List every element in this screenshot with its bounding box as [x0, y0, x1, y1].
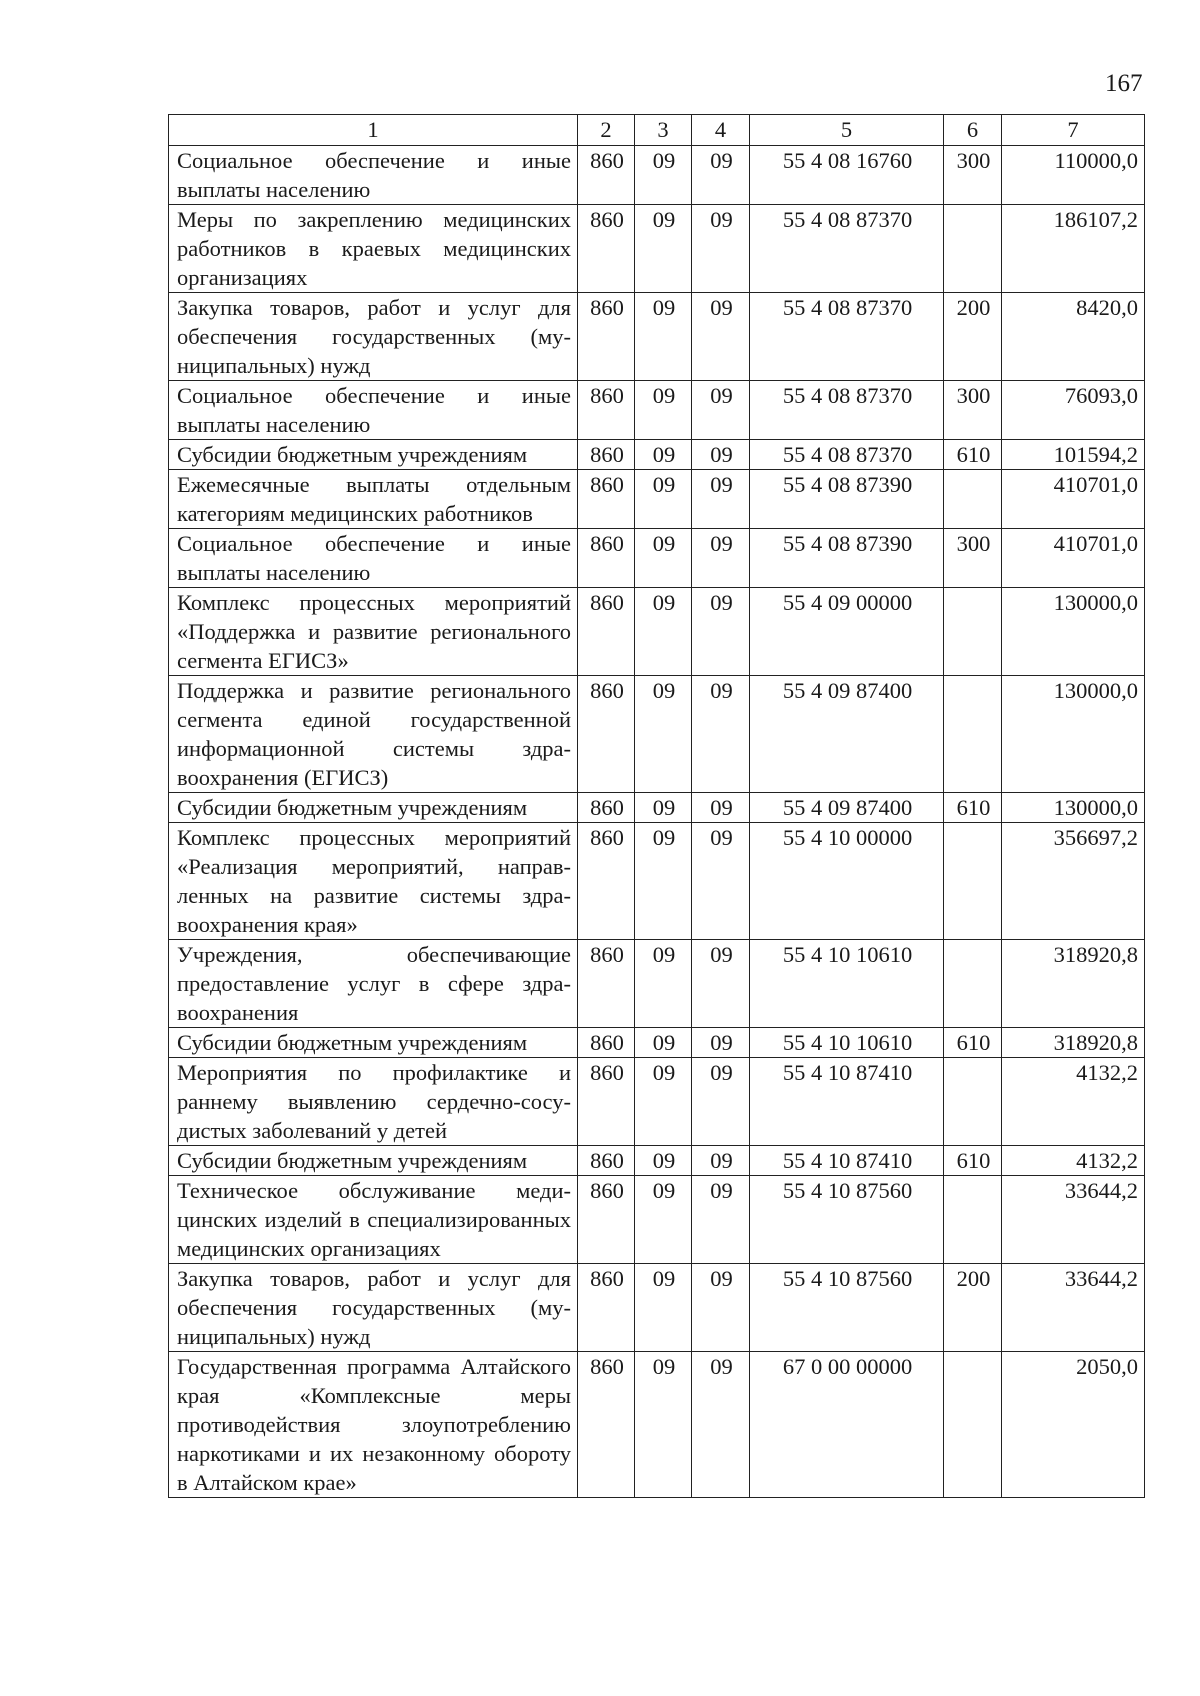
- amount-cell: 410701,0: [1002, 470, 1145, 529]
- row-name-cell: Субсидии бюджетным учреждениям: [169, 1028, 578, 1058]
- expense-type-cell: [944, 940, 1002, 1028]
- amount-cell: 186107,2: [1002, 205, 1145, 293]
- expense-type-cell: [944, 1176, 1002, 1264]
- subsection-cell: 09: [692, 1058, 750, 1146]
- target-article-cell: 55 4 08 16760: [750, 146, 944, 205]
- row-name-cell: Мероприятия по профилактике и раннему выявлению сердечно-сосудистых заболеваний у детей: [169, 1058, 578, 1146]
- table-row: [169, 793, 1145, 823]
- section-cell: 09: [635, 940, 692, 1028]
- row-name-cell: Государственная программа Алтайского края «Комплексные меры противодействия злоупотреблению наркотиками и их незаконному обороту в Алтайском крае»: [169, 1352, 578, 1498]
- amount-cell: 33644,2: [1002, 1264, 1145, 1352]
- target-article-cell: 55 4 08 87370: [750, 440, 944, 470]
- column-header: 6: [944, 115, 1002, 146]
- code-cell: 860: [578, 529, 635, 588]
- table-row: [169, 1352, 1145, 1498]
- expense-type-cell: [944, 470, 1002, 529]
- expense-type-cell: 300: [944, 529, 1002, 588]
- page-number: 167: [1105, 70, 1143, 97]
- code-cell: 860: [578, 793, 635, 823]
- expense-type-cell: 610: [944, 1146, 1002, 1176]
- row-name-cell: Техническое обслуживание медицинских изделий в специализированных медицинских организациях: [169, 1176, 578, 1264]
- section-cell: 09: [635, 1176, 692, 1264]
- amount-cell: 318920,8: [1002, 1028, 1145, 1058]
- section-cell: 09: [635, 205, 692, 293]
- section-cell: 09: [635, 146, 692, 205]
- table-row: [169, 1028, 1145, 1058]
- code-cell: 860: [578, 440, 635, 470]
- code-cell: 860: [578, 676, 635, 793]
- row-name-cell: Субсидии бюджетным учреждениям: [169, 440, 578, 470]
- expense-type-cell: 300: [944, 146, 1002, 205]
- table-row: [169, 146, 1145, 205]
- target-article-cell: 55 4 08 87370: [750, 381, 944, 440]
- column-header: 4: [692, 115, 750, 146]
- row-name-cell: Меры по закреплению медицинских работников в краевых медицинских организациях: [169, 205, 578, 293]
- section-cell: 09: [635, 823, 692, 940]
- subsection-cell: 09: [692, 470, 750, 529]
- amount-cell: 4132,2: [1002, 1146, 1145, 1176]
- subsection-cell: 09: [692, 440, 750, 470]
- column-header: 1: [169, 115, 578, 146]
- target-article-cell: 55 4 08 87390: [750, 470, 944, 529]
- row-name-cell: Комплекс процессных мероприятий «Поддержка и развитие регионального сегмента ЕГИСЗ»: [169, 588, 578, 676]
- column-header: 2: [578, 115, 635, 146]
- target-article-cell: 55 4 10 10610: [750, 940, 944, 1028]
- amount-cell: 130000,0: [1002, 588, 1145, 676]
- section-cell: 09: [635, 529, 692, 588]
- amount-cell: 33644,2: [1002, 1176, 1145, 1264]
- table-row: [169, 1176, 1145, 1264]
- budget-table: [168, 114, 1145, 1498]
- row-name-cell: Комплекс процессных мероприятий «Реализация мероприятий, направленных на развитие системы здравоохранения края»: [169, 823, 578, 940]
- table-row: [169, 823, 1145, 940]
- section-cell: 09: [635, 676, 692, 793]
- table-row: [169, 470, 1145, 529]
- subsection-cell: 09: [692, 940, 750, 1028]
- expense-type-cell: 300: [944, 381, 1002, 440]
- section-cell: 09: [635, 1058, 692, 1146]
- code-cell: 860: [578, 293, 635, 381]
- amount-cell: 8420,0: [1002, 293, 1145, 381]
- amount-cell: 76093,0: [1002, 381, 1145, 440]
- target-article-cell: 55 4 08 87390: [750, 529, 944, 588]
- subsection-cell: 09: [692, 1146, 750, 1176]
- table-row: [169, 205, 1145, 293]
- amount-cell: 318920,8: [1002, 940, 1145, 1028]
- section-cell: 09: [635, 1146, 692, 1176]
- row-name-cell: Социальное обеспечение и иные выплаты населению: [169, 146, 578, 205]
- subsection-cell: 09: [692, 146, 750, 205]
- target-article-cell: 55 4 08 87370: [750, 293, 944, 381]
- table-body: [169, 146, 1145, 1498]
- row-name-cell: Социальное обеспечение и иные выплаты населению: [169, 529, 578, 588]
- section-cell: 09: [635, 588, 692, 676]
- row-name-cell: Закупка товаров, работ и услуг для обеспечения государственных (муниципальных) нужд: [169, 1264, 578, 1352]
- code-cell: 860: [578, 146, 635, 205]
- expense-type-cell: [944, 1058, 1002, 1146]
- code-cell: 860: [578, 470, 635, 529]
- subsection-cell: 09: [692, 293, 750, 381]
- table-row: [169, 529, 1145, 588]
- amount-cell: 130000,0: [1002, 793, 1145, 823]
- amount-cell: 410701,0: [1002, 529, 1145, 588]
- section-cell: 09: [635, 1352, 692, 1498]
- amount-cell: 110000,0: [1002, 146, 1145, 205]
- table-row: [169, 1264, 1145, 1352]
- row-name-cell: Учреждения, обеспечивающие предоставление услуг в сфере здравоохранения: [169, 940, 578, 1028]
- expense-type-cell: 610: [944, 793, 1002, 823]
- target-article-cell: 67 0 00 00000: [750, 1352, 944, 1498]
- code-cell: 860: [578, 1176, 635, 1264]
- section-cell: 09: [635, 793, 692, 823]
- column-header: 3: [635, 115, 692, 146]
- subsection-cell: 09: [692, 676, 750, 793]
- row-name-cell: Субсидии бюджетным учреждениям: [169, 1146, 578, 1176]
- target-article-cell: 55 4 09 00000: [750, 588, 944, 676]
- code-cell: 860: [578, 940, 635, 1028]
- expense-type-cell: [944, 588, 1002, 676]
- target-article-cell: 55 4 10 87410: [750, 1058, 944, 1146]
- amount-cell: 356697,2: [1002, 823, 1145, 940]
- code-cell: 860: [578, 381, 635, 440]
- section-cell: 09: [635, 381, 692, 440]
- expense-type-cell: 200: [944, 293, 1002, 381]
- code-cell: 860: [578, 1352, 635, 1498]
- expense-type-cell: 610: [944, 1028, 1002, 1058]
- subsection-cell: 09: [692, 1264, 750, 1352]
- subsection-cell: 09: [692, 588, 750, 676]
- code-cell: 860: [578, 205, 635, 293]
- column-header: 7: [1002, 115, 1145, 146]
- table-row: [169, 293, 1145, 381]
- target-article-cell: 55 4 09 87400: [750, 793, 944, 823]
- expense-type-cell: [944, 1352, 1002, 1498]
- row-name-cell: Ежемесячные выплаты отдельным категориям медицинских работников: [169, 470, 578, 529]
- section-cell: 09: [635, 293, 692, 381]
- target-article-cell: 55 4 10 10610: [750, 1028, 944, 1058]
- expense-type-cell: 200: [944, 1264, 1002, 1352]
- code-cell: 860: [578, 1028, 635, 1058]
- target-article-cell: 55 4 10 87560: [750, 1176, 944, 1264]
- subsection-cell: 09: [692, 793, 750, 823]
- subsection-cell: 09: [692, 529, 750, 588]
- target-article-cell: 55 4 10 87410: [750, 1146, 944, 1176]
- row-name-cell: Социальное обеспечение и иные выплаты населению: [169, 381, 578, 440]
- subsection-cell: 09: [692, 381, 750, 440]
- column-header: 5: [750, 115, 944, 146]
- section-cell: 09: [635, 1028, 692, 1058]
- amount-cell: 4132,2: [1002, 1058, 1145, 1146]
- table-row: [169, 676, 1145, 793]
- table-row: [169, 1146, 1145, 1176]
- target-article-cell: 55 4 10 87560: [750, 1264, 944, 1352]
- expense-type-cell: 610: [944, 440, 1002, 470]
- subsection-cell: 09: [692, 823, 750, 940]
- section-cell: 09: [635, 470, 692, 529]
- target-article-cell: 55 4 09 87400: [750, 676, 944, 793]
- expense-type-cell: [944, 205, 1002, 293]
- table-row: [169, 440, 1145, 470]
- table-row: [169, 940, 1145, 1028]
- table-row: [169, 588, 1145, 676]
- subsection-cell: 09: [692, 205, 750, 293]
- amount-cell: 101594,2: [1002, 440, 1145, 470]
- code-cell: 860: [578, 823, 635, 940]
- target-article-cell: 55 4 08 87370: [750, 205, 944, 293]
- table-row: [169, 1058, 1145, 1146]
- row-name-cell: Закупка товаров, работ и услуг для обеспечения государственных (муниципальных) нужд: [169, 293, 578, 381]
- header-row: [169, 115, 1145, 146]
- row-name-cell: Субсидии бюджетным учреждениям: [169, 793, 578, 823]
- subsection-cell: 09: [692, 1176, 750, 1264]
- target-article-cell: 55 4 10 00000: [750, 823, 944, 940]
- code-cell: 860: [578, 588, 635, 676]
- expense-type-cell: [944, 676, 1002, 793]
- code-cell: 860: [578, 1264, 635, 1352]
- subsection-cell: 09: [692, 1352, 750, 1498]
- subsection-cell: 09: [692, 1028, 750, 1058]
- section-cell: 09: [635, 440, 692, 470]
- expense-type-cell: [944, 823, 1002, 940]
- amount-cell: 130000,0: [1002, 676, 1145, 793]
- row-name-cell: Поддержка и развитие регионального сегмента единой государственной информационной системы здравоохранения (ЕГИСЗ): [169, 676, 578, 793]
- table-row: [169, 381, 1145, 440]
- amount-cell: 2050,0: [1002, 1352, 1145, 1498]
- section-cell: 09: [635, 1264, 692, 1352]
- code-cell: 860: [578, 1146, 635, 1176]
- code-cell: 860: [578, 1058, 635, 1146]
